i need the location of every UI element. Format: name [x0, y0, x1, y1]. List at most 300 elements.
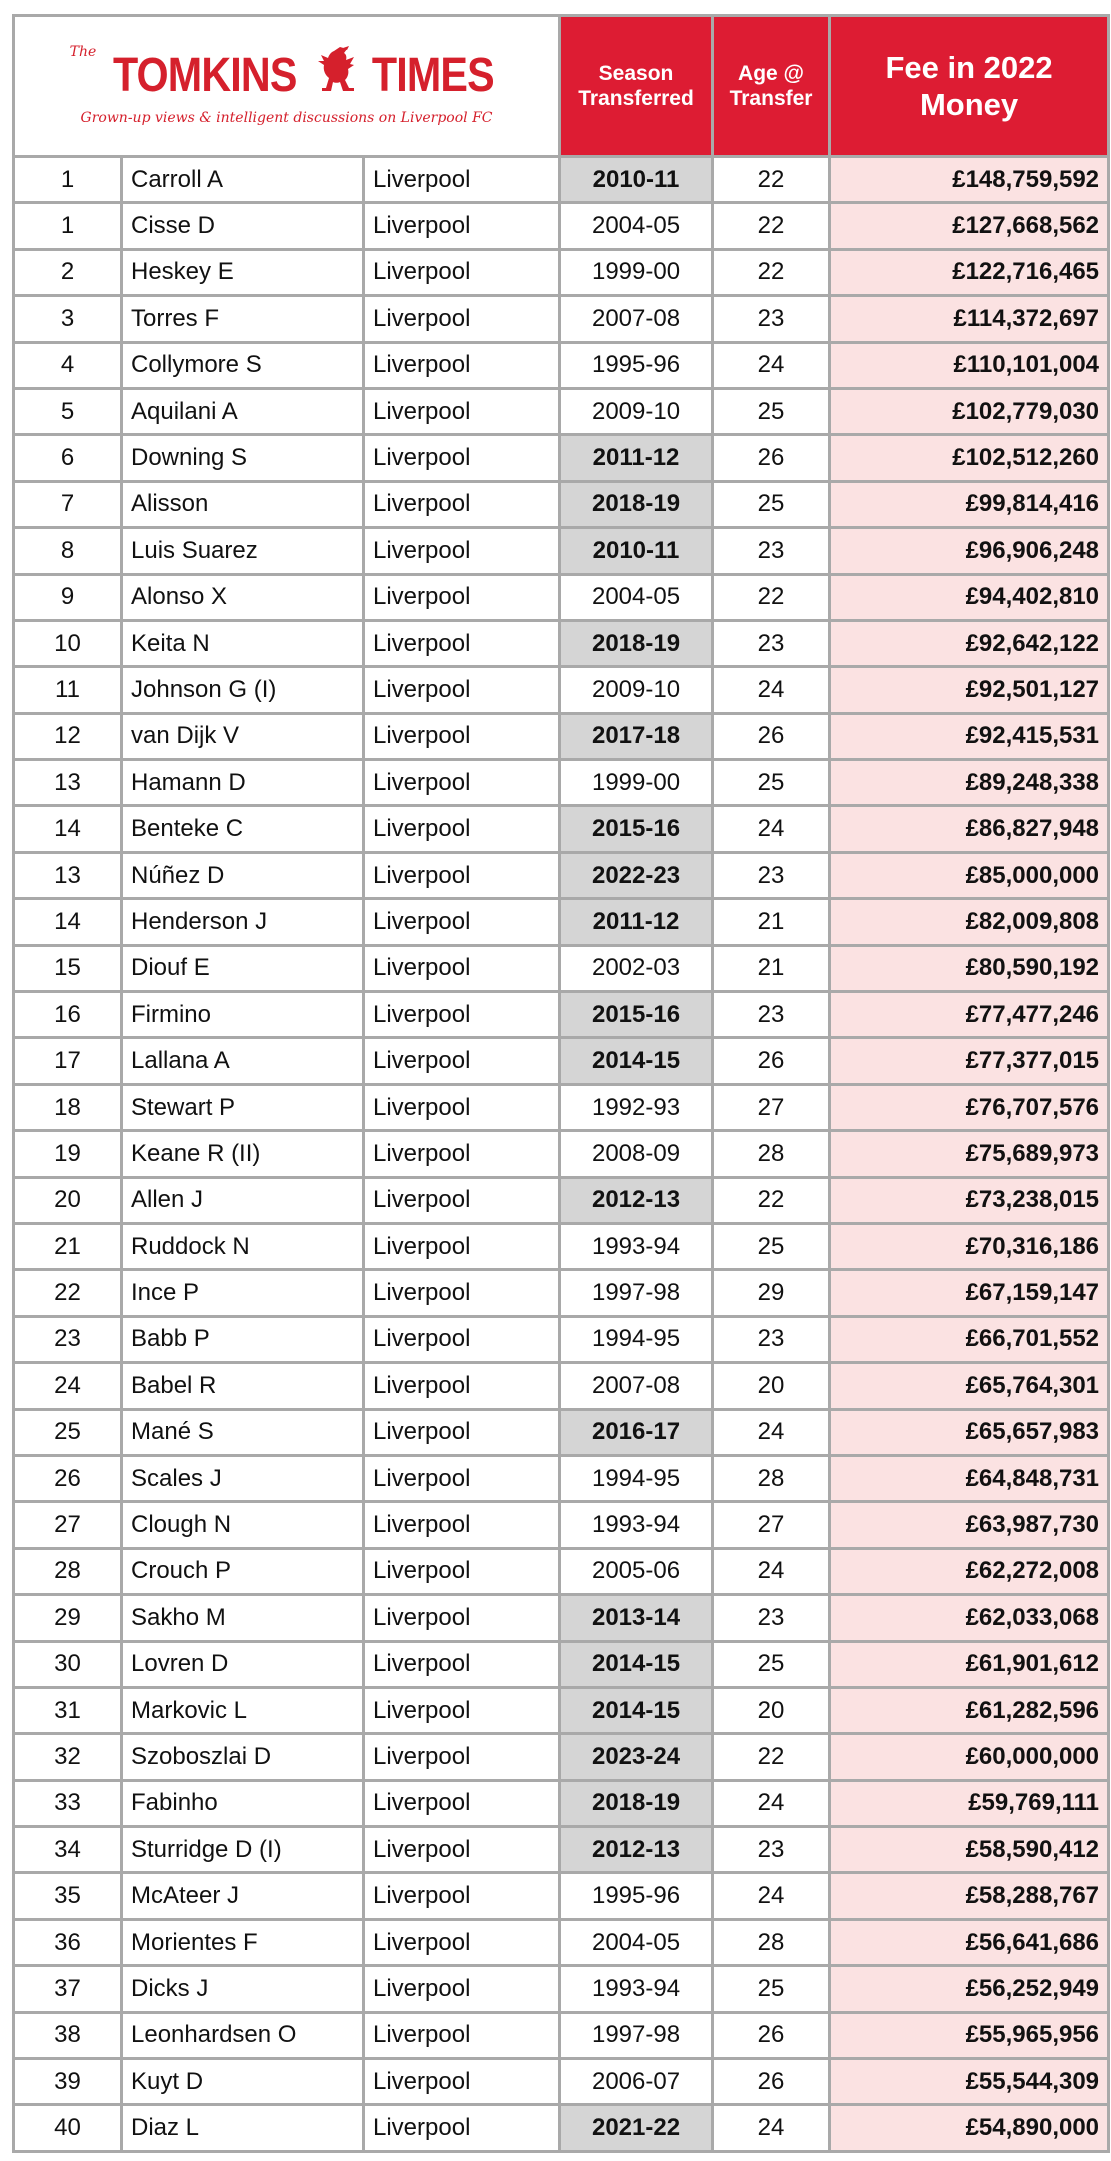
player-name-cell: Benteke C — [122, 806, 364, 852]
age-cell: 23 — [713, 528, 830, 574]
player-name-cell: Luis Suarez — [122, 528, 364, 574]
fee-cell: £58,590,412 — [830, 1827, 1109, 1873]
fee-cell: £82,009,808 — [830, 899, 1109, 945]
rank-cell: 33 — [14, 1780, 122, 1826]
fee-cell: £92,501,127 — [830, 667, 1109, 713]
fee-cell: £62,272,008 — [830, 1548, 1109, 1594]
season-cell: 2009-10 — [560, 667, 713, 713]
season-cell: 2021-22 — [560, 2105, 713, 2151]
table-row — [14, 435, 1109, 481]
player-name-cell: Keane R (II) — [122, 1131, 364, 1177]
table-row — [14, 203, 1109, 249]
age-cell: 25 — [713, 760, 830, 806]
table-row — [14, 528, 1109, 574]
fee-cell: £59,769,111 — [830, 1780, 1109, 1826]
season-cell: 2018-19 — [560, 620, 713, 666]
age-cell: 22 — [713, 1734, 830, 1780]
player-name-cell: Dicks J — [122, 1966, 364, 2012]
rank-cell: 35 — [14, 1873, 122, 1919]
player-name-cell: Keita N — [122, 620, 364, 666]
club-cell: Liverpool — [364, 760, 560, 806]
player-name-cell: Szoboszlai D — [122, 1734, 364, 1780]
club-cell: Liverpool — [364, 1131, 560, 1177]
club-cell: Liverpool — [364, 157, 560, 203]
table-row — [14, 1177, 1109, 1223]
rank-cell: 12 — [14, 713, 122, 759]
season-cell: 1992-93 — [560, 1084, 713, 1130]
fee-cell: £76,707,576 — [830, 1084, 1109, 1130]
age-cell: 28 — [713, 1919, 830, 1965]
fee-cell: £54,890,000 — [830, 2105, 1109, 2151]
age-cell: 21 — [713, 899, 830, 945]
club-cell: Liverpool — [364, 435, 560, 481]
tomkins-times-logo — [70, 44, 504, 126]
player-name-cell: Kuyt D — [122, 2059, 364, 2105]
rank-cell: 9 — [14, 574, 122, 620]
player-name-cell: Stewart P — [122, 1084, 364, 1130]
player-name-cell: van Dijk V — [122, 713, 364, 759]
age-cell: 24 — [713, 1780, 830, 1826]
age-cell: 22 — [713, 203, 830, 249]
player-name-cell: McAteer J — [122, 1873, 364, 1919]
rank-cell: 14 — [14, 899, 122, 945]
season-cell: 1997-98 — [560, 1270, 713, 1316]
table-row — [14, 1919, 1109, 1965]
season-cell: 2010-11 — [560, 157, 713, 203]
player-name-cell: Markovic L — [122, 1687, 364, 1733]
rank-cell: 32 — [14, 1734, 122, 1780]
fee-cell: £89,248,338 — [830, 760, 1109, 806]
table-row — [14, 1548, 1109, 1594]
fee-cell: £110,101,004 — [830, 342, 1109, 388]
club-cell: Liverpool — [364, 1270, 560, 1316]
rank-cell: 1 — [14, 203, 122, 249]
rank-cell: 23 — [14, 1316, 122, 1362]
season-cell: 2002-03 — [560, 945, 713, 991]
club-cell: Liverpool — [364, 1038, 560, 1084]
player-name-cell: Diaz L — [122, 2105, 364, 2151]
club-cell: Liverpool — [364, 1734, 560, 1780]
player-name-cell: Henderson J — [122, 899, 364, 945]
table-row — [14, 342, 1109, 388]
season-cell: 2012-13 — [560, 1177, 713, 1223]
age-cell: 24 — [713, 1873, 830, 1919]
age-cell: 23 — [713, 1595, 830, 1641]
player-name-cell: Hamann D — [122, 760, 364, 806]
age-cell: 23 — [713, 620, 830, 666]
age-cell: 24 — [713, 806, 830, 852]
season-cell: 2017-18 — [560, 713, 713, 759]
table-row — [14, 1455, 1109, 1501]
rank-cell: 16 — [14, 992, 122, 1038]
club-cell: Liverpool — [364, 296, 560, 342]
season-cell: 2010-11 — [560, 528, 713, 574]
rank-cell: 6 — [14, 435, 122, 481]
player-name-cell: Lovren D — [122, 1641, 364, 1687]
age-cell: 24 — [713, 342, 830, 388]
header-row — [14, 16, 1109, 157]
season-cell: 2008-09 — [560, 1131, 713, 1177]
club-cell: Liverpool — [364, 2059, 560, 2105]
season-cell: 2018-19 — [560, 481, 713, 527]
player-name-cell: Diouf E — [122, 945, 364, 991]
age-cell: 24 — [713, 667, 830, 713]
player-name-cell: Leonhardsen O — [122, 2012, 364, 2058]
fee-cell: £92,415,531 — [830, 713, 1109, 759]
player-name-cell: Allen J — [122, 1177, 364, 1223]
club-cell: Liverpool — [364, 1687, 560, 1733]
season-cell: 1997-98 — [560, 2012, 713, 2058]
club-cell: Liverpool — [364, 713, 560, 759]
rank-cell: 26 — [14, 1455, 122, 1501]
fee-cell: £102,779,030 — [830, 388, 1109, 434]
rank-cell: 17 — [14, 1038, 122, 1084]
rank-cell: 37 — [14, 1966, 122, 2012]
season-cell: 1994-95 — [560, 1316, 713, 1362]
season-cell: 1995-96 — [560, 342, 713, 388]
season-cell: 2015-16 — [560, 806, 713, 852]
table-body — [14, 157, 1109, 2152]
player-name-cell: Ruddock N — [122, 1223, 364, 1269]
player-name-cell: Alisson — [122, 481, 364, 527]
age-cell: 26 — [713, 2012, 830, 2058]
club-cell: Liverpool — [364, 1595, 560, 1641]
rank-cell: 13 — [14, 760, 122, 806]
player-name-cell: Firmino — [122, 992, 364, 1038]
table-row — [14, 249, 1109, 295]
player-name-cell: Crouch P — [122, 1548, 364, 1594]
rank-cell: 15 — [14, 945, 122, 991]
season-cell: 2016-17 — [560, 1409, 713, 1455]
season-cell: 1993-94 — [560, 1223, 713, 1269]
table-row — [14, 713, 1109, 759]
player-name-cell: Babb P — [122, 1316, 364, 1362]
player-name-cell: Johnson G (I) — [122, 667, 364, 713]
table-row — [14, 1827, 1109, 1873]
club-cell: Liverpool — [364, 1084, 560, 1130]
rank-cell: 3 — [14, 296, 122, 342]
age-cell: 26 — [713, 2059, 830, 2105]
club-cell: Liverpool — [364, 1873, 560, 1919]
age-cell: 25 — [713, 1223, 830, 1269]
age-cell: 23 — [713, 992, 830, 1038]
rank-cell: 31 — [14, 1687, 122, 1733]
age-cell: 27 — [713, 1084, 830, 1130]
fee-cell: £70,316,186 — [830, 1223, 1109, 1269]
fee-cell: £102,512,260 — [830, 435, 1109, 481]
player-name-cell: Babel R — [122, 1363, 364, 1409]
fee-cell: £85,000,000 — [830, 852, 1109, 898]
fee-cell: £86,827,948 — [830, 806, 1109, 852]
age-cell: 26 — [713, 1038, 830, 1084]
age-cell: 24 — [713, 2105, 830, 2151]
table-row — [14, 945, 1109, 991]
rank-cell: 20 — [14, 1177, 122, 1223]
season-cell: 1999-00 — [560, 760, 713, 806]
logo-the: The — [69, 43, 97, 60]
fee-cell: £66,701,552 — [830, 1316, 1109, 1362]
fee-cell: £58,288,767 — [830, 1873, 1109, 1919]
age-cell: 23 — [713, 1316, 830, 1362]
age-cell: 28 — [713, 1131, 830, 1177]
fee-cell: £73,238,015 — [830, 1177, 1109, 1223]
fee-cell: £75,689,973 — [830, 1131, 1109, 1177]
player-name-cell: Cisse D — [122, 203, 364, 249]
age-cell: 26 — [713, 713, 830, 759]
player-name-cell: Mané S — [122, 1409, 364, 1455]
season-cell: 1999-00 — [560, 249, 713, 295]
rank-cell: 18 — [14, 1084, 122, 1130]
fee-cell: £55,965,956 — [830, 2012, 1109, 2058]
age-cell: 27 — [713, 1502, 830, 1548]
transfer-fee-table — [12, 14, 1110, 2153]
rank-cell: 22 — [14, 1270, 122, 1316]
rank-cell: 39 — [14, 2059, 122, 2105]
age-cell: 21 — [713, 945, 830, 991]
rank-cell: 1 — [14, 157, 122, 203]
fee-cell: £61,901,612 — [830, 1641, 1109, 1687]
age-cell: 25 — [713, 1966, 830, 2012]
fee-cell: £65,764,301 — [830, 1363, 1109, 1409]
table-row — [14, 2105, 1109, 2151]
table-row — [14, 1873, 1109, 1919]
player-name-cell: Fabinho — [122, 1780, 364, 1826]
club-cell: Liverpool — [364, 1409, 560, 1455]
player-name-cell: Lallana A — [122, 1038, 364, 1084]
logo-word-times: TIMES — [371, 48, 494, 102]
club-cell: Liverpool — [364, 342, 560, 388]
table-row — [14, 852, 1109, 898]
rank-cell: 25 — [14, 1409, 122, 1455]
table-row — [14, 1270, 1109, 1316]
fee-cell: £96,906,248 — [830, 528, 1109, 574]
rank-cell: 5 — [14, 388, 122, 434]
rank-cell: 27 — [14, 1502, 122, 1548]
club-cell: Liverpool — [364, 249, 560, 295]
rank-cell: 24 — [14, 1363, 122, 1409]
club-cell: Liverpool — [364, 620, 560, 666]
fee-cell: £114,372,697 — [830, 296, 1109, 342]
logo-word-tomkins: TOMKINS — [113, 48, 297, 102]
rank-cell: 38 — [14, 2012, 122, 2058]
season-cell: 2018-19 — [560, 1780, 713, 1826]
fee-cell: £56,641,686 — [830, 1919, 1109, 1965]
header-age-at-transfer: Age @ Transfer — [713, 16, 830, 157]
table-row — [14, 1780, 1109, 1826]
transfer-table-container — [12, 14, 1107, 2153]
season-cell: 2009-10 — [560, 388, 713, 434]
fee-cell: £148,759,592 — [830, 157, 1109, 203]
club-cell: Liverpool — [364, 1919, 560, 1965]
player-name-cell: Scales J — [122, 1455, 364, 1501]
club-cell: Liverpool — [364, 1455, 560, 1501]
club-cell: Liverpool — [364, 1827, 560, 1873]
fee-cell: £55,544,309 — [830, 2059, 1109, 2105]
club-cell: Liverpool — [364, 852, 560, 898]
rank-cell: 40 — [14, 2105, 122, 2151]
fee-cell: £80,590,192 — [830, 945, 1109, 991]
rank-cell: 34 — [14, 1827, 122, 1873]
table-row — [14, 899, 1109, 945]
age-cell: 23 — [713, 852, 830, 898]
table-row — [14, 574, 1109, 620]
table-row — [14, 1409, 1109, 1455]
season-cell: 2022-23 — [560, 852, 713, 898]
fee-cell: £99,814,416 — [830, 481, 1109, 527]
club-cell: Liverpool — [364, 1363, 560, 1409]
fee-cell: £60,000,000 — [830, 1734, 1109, 1780]
rank-cell: 30 — [14, 1641, 122, 1687]
table-row — [14, 1038, 1109, 1084]
club-cell: Liverpool — [364, 1316, 560, 1362]
rank-cell: 8 — [14, 528, 122, 574]
age-cell: 25 — [713, 1641, 830, 1687]
logo-cell — [14, 16, 560, 157]
season-cell: 1994-95 — [560, 1455, 713, 1501]
season-cell: 2014-15 — [560, 1641, 713, 1687]
age-cell: 20 — [713, 1687, 830, 1733]
club-cell: Liverpool — [364, 1548, 560, 1594]
player-name-cell: Ince P — [122, 1270, 364, 1316]
club-cell: Liverpool — [364, 203, 560, 249]
club-cell: Liverpool — [364, 1966, 560, 2012]
club-cell: Liverpool — [364, 1177, 560, 1223]
club-cell: Liverpool — [364, 899, 560, 945]
fee-cell: £92,642,122 — [830, 620, 1109, 666]
age-cell: 29 — [713, 1270, 830, 1316]
table-row — [14, 1595, 1109, 1641]
logo-tagline: Grown-up views & intelligent discussions on Liverpool FC — [80, 109, 493, 126]
rank-cell: 2 — [14, 249, 122, 295]
player-name-cell: Torres F — [122, 296, 364, 342]
header-season-transferred: Season Transferred — [560, 16, 713, 157]
fee-cell: £94,402,810 — [830, 574, 1109, 620]
club-cell: Liverpool — [364, 528, 560, 574]
age-cell: 25 — [713, 481, 830, 527]
table-row — [14, 388, 1109, 434]
age-cell: 24 — [713, 1409, 830, 1455]
table-row — [14, 806, 1109, 852]
season-cell: 2014-15 — [560, 1687, 713, 1733]
season-cell: 1995-96 — [560, 1873, 713, 1919]
club-cell: Liverpool — [364, 2012, 560, 2058]
season-cell: 2012-13 — [560, 1827, 713, 1873]
rank-cell: 29 — [14, 1595, 122, 1641]
fee-cell: £61,282,596 — [830, 1687, 1109, 1733]
season-cell: 2005-06 — [560, 1548, 713, 1594]
age-cell: 22 — [713, 1177, 830, 1223]
club-cell: Liverpool — [364, 574, 560, 620]
club-cell: Liverpool — [364, 2105, 560, 2151]
club-cell: Liverpool — [364, 945, 560, 991]
table-row — [14, 1734, 1109, 1780]
player-name-cell: Sturridge D (I) — [122, 1827, 364, 1873]
table-row — [14, 1131, 1109, 1177]
age-cell: 20 — [713, 1363, 830, 1409]
fee-cell: £65,657,983 — [830, 1409, 1109, 1455]
player-name-cell: Morientes F — [122, 1919, 364, 1965]
table-row — [14, 1966, 1109, 2012]
rank-cell: 11 — [14, 667, 122, 713]
season-cell: 2011-12 — [560, 435, 713, 481]
table-row — [14, 620, 1109, 666]
rank-cell: 21 — [14, 1223, 122, 1269]
season-cell: 2004-05 — [560, 203, 713, 249]
fee-cell: £63,987,730 — [830, 1502, 1109, 1548]
player-name-cell: Downing S — [122, 435, 364, 481]
table-row — [14, 1223, 1109, 1269]
table-row — [14, 1641, 1109, 1687]
table-row — [14, 1502, 1109, 1548]
rank-cell: 28 — [14, 1548, 122, 1594]
liver-bird-icon — [316, 44, 358, 100]
club-cell: Liverpool — [364, 992, 560, 1038]
table-row — [14, 2059, 1109, 2105]
club-cell: Liverpool — [364, 1502, 560, 1548]
season-cell: 2015-16 — [560, 992, 713, 1038]
fee-cell: £122,716,465 — [830, 249, 1109, 295]
rank-cell: 4 — [14, 342, 122, 388]
table-row — [14, 481, 1109, 527]
season-cell: 2013-14 — [560, 1595, 713, 1641]
club-cell: Liverpool — [364, 1641, 560, 1687]
season-cell: 2004-05 — [560, 1919, 713, 1965]
table-row — [14, 1084, 1109, 1130]
player-name-cell: Collymore S — [122, 342, 364, 388]
rank-cell: 10 — [14, 620, 122, 666]
player-name-cell: Aquilani A — [122, 388, 364, 434]
age-cell: 23 — [713, 1827, 830, 1873]
fee-cell: £64,848,731 — [830, 1455, 1109, 1501]
table-row — [14, 667, 1109, 713]
season-cell: 1993-94 — [560, 1966, 713, 2012]
club-cell: Liverpool — [364, 481, 560, 527]
season-cell: 1993-94 — [560, 1502, 713, 1548]
season-cell: 2006-07 — [560, 2059, 713, 2105]
table-row — [14, 760, 1109, 806]
age-cell: 22 — [713, 249, 830, 295]
season-cell: 2023-24 — [560, 1734, 713, 1780]
header-fee-2022-money: Fee in 2022 Money — [830, 16, 1109, 157]
player-name-cell: Núñez D — [122, 852, 364, 898]
rank-cell: 36 — [14, 1919, 122, 1965]
player-name-cell: Sakho M — [122, 1595, 364, 1641]
table-row — [14, 296, 1109, 342]
age-cell: 24 — [713, 1548, 830, 1594]
table-row — [14, 1363, 1109, 1409]
age-cell: 22 — [713, 157, 830, 203]
player-name-cell: Heskey E — [122, 249, 364, 295]
age-cell: 22 — [713, 574, 830, 620]
table-row — [14, 1687, 1109, 1733]
rank-cell: 13 — [14, 852, 122, 898]
fee-cell: £127,668,562 — [830, 203, 1109, 249]
age-cell: 26 — [713, 435, 830, 481]
age-cell: 23 — [713, 296, 830, 342]
rank-cell: 14 — [14, 806, 122, 852]
season-cell: 2011-12 — [560, 899, 713, 945]
player-name-cell: Alonso X — [122, 574, 364, 620]
fee-cell: £67,159,147 — [830, 1270, 1109, 1316]
table-row — [14, 1316, 1109, 1362]
rank-cell: 19 — [14, 1131, 122, 1177]
age-cell: 28 — [713, 1455, 830, 1501]
player-name-cell: Clough N — [122, 1502, 364, 1548]
season-cell: 2004-05 — [560, 574, 713, 620]
fee-cell: £56,252,949 — [830, 1966, 1109, 2012]
fee-cell: £62,033,068 — [830, 1595, 1109, 1641]
table-row — [14, 992, 1109, 1038]
